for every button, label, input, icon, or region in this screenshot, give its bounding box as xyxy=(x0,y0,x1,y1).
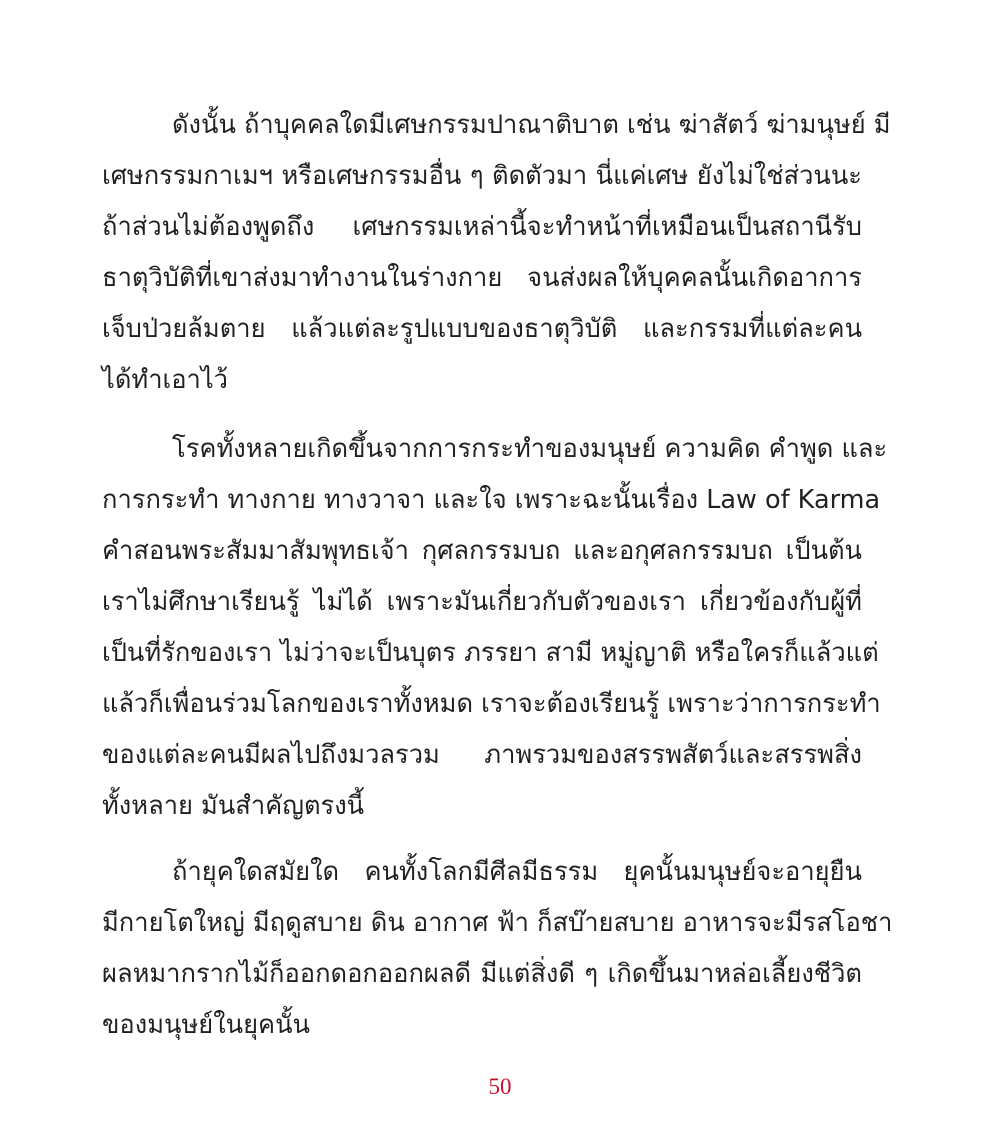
paragraph-line: ของแต่ละคนมีผลไปถึงมวลรวม ภาพรวมของสรรพสัตว์และสรรพสิ่ง xyxy=(102,740,862,770)
paragraph-line: ทั้งหลาย มันสำคัญตรงนี้ xyxy=(102,791,365,821)
paragraph-line: คำสอนพระสัมมาสัมพุทธเจ้า กุศลกรรมบถ และอกุศลกรรมบถ เป็นต้น xyxy=(102,536,862,566)
paragraph-line: ของมนุษย์ในยุคนั้น xyxy=(102,1010,310,1040)
paragraph-line: เป็นที่รักของเรา ไม่ว่าจะเป็นบุตร ภรรยา สามี หมู่ญาติ หรือใครก็แล้วแต่ xyxy=(102,638,879,668)
paragraph-line: เราไม่ศึกษาเรียนรู้ ไม่ได้ เพราะมันเกี่ยวกับตัวของเรา เกี่ยวข้องกับผู้ที่ xyxy=(102,587,862,617)
paragraph-line: ผลหมากรากไม้ก็ออกดอกออกผลดี มีแต่สิ่งดี ๆ เกิดขึ้นมาหล่อเลี้ยงชีวิต xyxy=(102,959,862,989)
paragraph-line: แล้วก็เพื่อนร่วมโลกของเราทั้งหมด เราจะต้องเรียนรู้ เพราะว่าการกระทำ xyxy=(102,689,881,719)
paragraph-line: ดังนั้น ถ้าบุคคลใดมีเศษกรรมปาณาติบาต เช่น ฆ่าสัตว์ ฆ่ามนุษย์ มี xyxy=(172,110,891,140)
paragraph-line: ถ้าส่วนไม่ต้องพูดถึง เศษกรรมเหล่านี้จะทำหน้าที่เหมือนเป็นสถานีรับ xyxy=(102,212,862,242)
paragraph-line: โรคทั้งหลายเกิดขึ้นจากการกระทำของมนุษย์ ความคิด คำพูด และ xyxy=(172,434,888,464)
paragraph-3 xyxy=(102,847,893,1051)
paragraph-1 xyxy=(102,100,891,406)
paragraph-line: เจ็บป่วยล้มตาย แล้วแต่ละรูปแบบของธาตุวิบัติ และกรรมที่แต่ละคน xyxy=(102,314,862,344)
paragraph-line: ถ้ายุคใดสมัยใด คนทั้งโลกมีศีลมีธรรม ยุคนั้นมนุษย์จะอายุยืน xyxy=(172,857,862,887)
paragraph-line: การกระทำ ทางกาย ทางวาจา และใจ เพราะฉะนั้นเรื่อง Law of Karma xyxy=(102,485,881,515)
paragraph-line: เศษกรรมกาเมฯ หรือเศษกรรมอื่น ๆ ติดตัวมา นี่แค่เศษ ยังไม่ใช่ส่วนนะ xyxy=(102,161,862,191)
paragraph-2 xyxy=(102,424,888,832)
page-number: 50 xyxy=(488,1074,512,1099)
paragraph-line: มีกายโตใหญ่ มีฤดูสบาย ดิน อากาศ ฟ้า ก็สบ๊ายสบาย อาหารจะมีรสโอชา xyxy=(102,908,893,938)
paragraph-line: ได้ทำเอาไว้ xyxy=(102,365,229,395)
paragraph-line: ธาตุวิบัติที่เขาส่งมาทำงานในร่างกาย จนส่งผลให้บุคคลนั้นเกิดอาการ xyxy=(102,263,862,293)
